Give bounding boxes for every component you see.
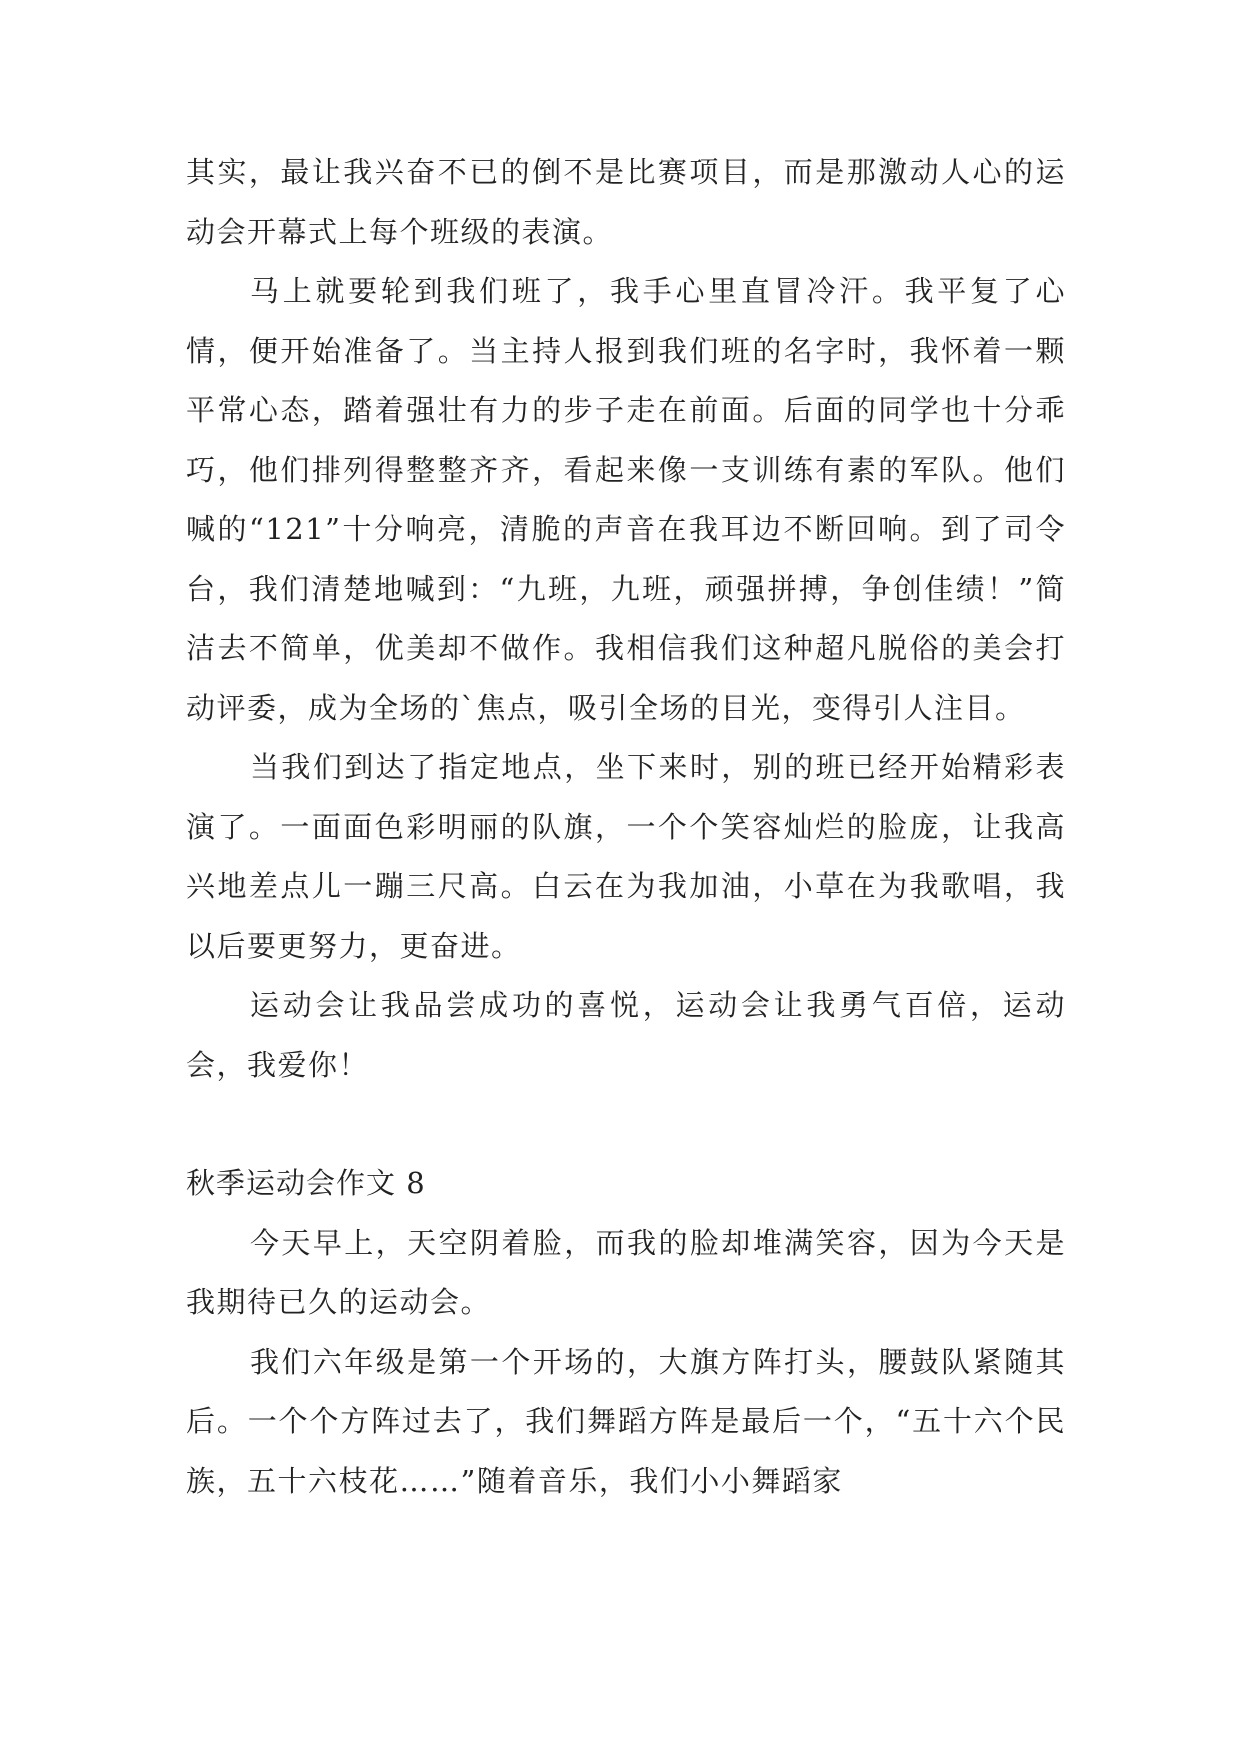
section-gap — [186, 1095, 1066, 1154]
paragraph: 其实，最让我兴奋不已的倒不是比赛项目，而是那激动人心的运动会开幕式上每个班级的表演。 — [186, 155, 1066, 249]
document-page — [186, 143, 1066, 1511]
paragraph: 今天早上，天空阴着脸，而我的脸却堆满笑容，因为今天是我期待已久的运动会。 — [186, 1225, 1066, 1319]
paragraph: 我们六年级是第一个开场的，大旗方阵打头，腰鼓队紧随其后。一个个方阵过去了，我们舞蹈方阵是最后一个，“五十六个民族，五十六枝花……”随着音乐，我们小小舞蹈家 — [186, 1344, 1066, 1498]
paragraph: 运动会让我品尝成功的喜悦，运动会让我勇气百倍，运动会，我爱你！ — [186, 988, 1066, 1082]
essay-title: 秋季运动会作文 8 — [186, 1166, 426, 1200]
paragraph: 当我们到达了指定地点，坐下来时，别的班已经开始精彩表演了。一面面色彩明丽的队旗，一个个笑容灿烂的脸庞，让我高兴地差点儿一蹦三尺高。白云在为我加油，小草在为我歌唱，我以后要更努力，更奋进。 — [186, 750, 1066, 963]
paragraph: 马上就要轮到我们班了，我手心里直冒冷汗。我平复了心情，便开始准备了。当主持人报到我们班的名字时，我怀着一颗平常心态，踏着强壮有力的步子走在前面。后面的同学也十分乖巧，他们排列得整整齐齐，看起来像一支训练有素的军队。他们喊的“121”十分响亮，清脆的声音在我耳边不断回响。到了司令台，我们清楚地喊到：“九班，九班，顽强拼搏，争创佳绩！”简洁去不简单，优美却不做作。我相信我们这种超凡脱俗的美会打动评委，成为全场的`焦点，吸引全场的目光，变得引人注目。 — [186, 274, 1066, 725]
